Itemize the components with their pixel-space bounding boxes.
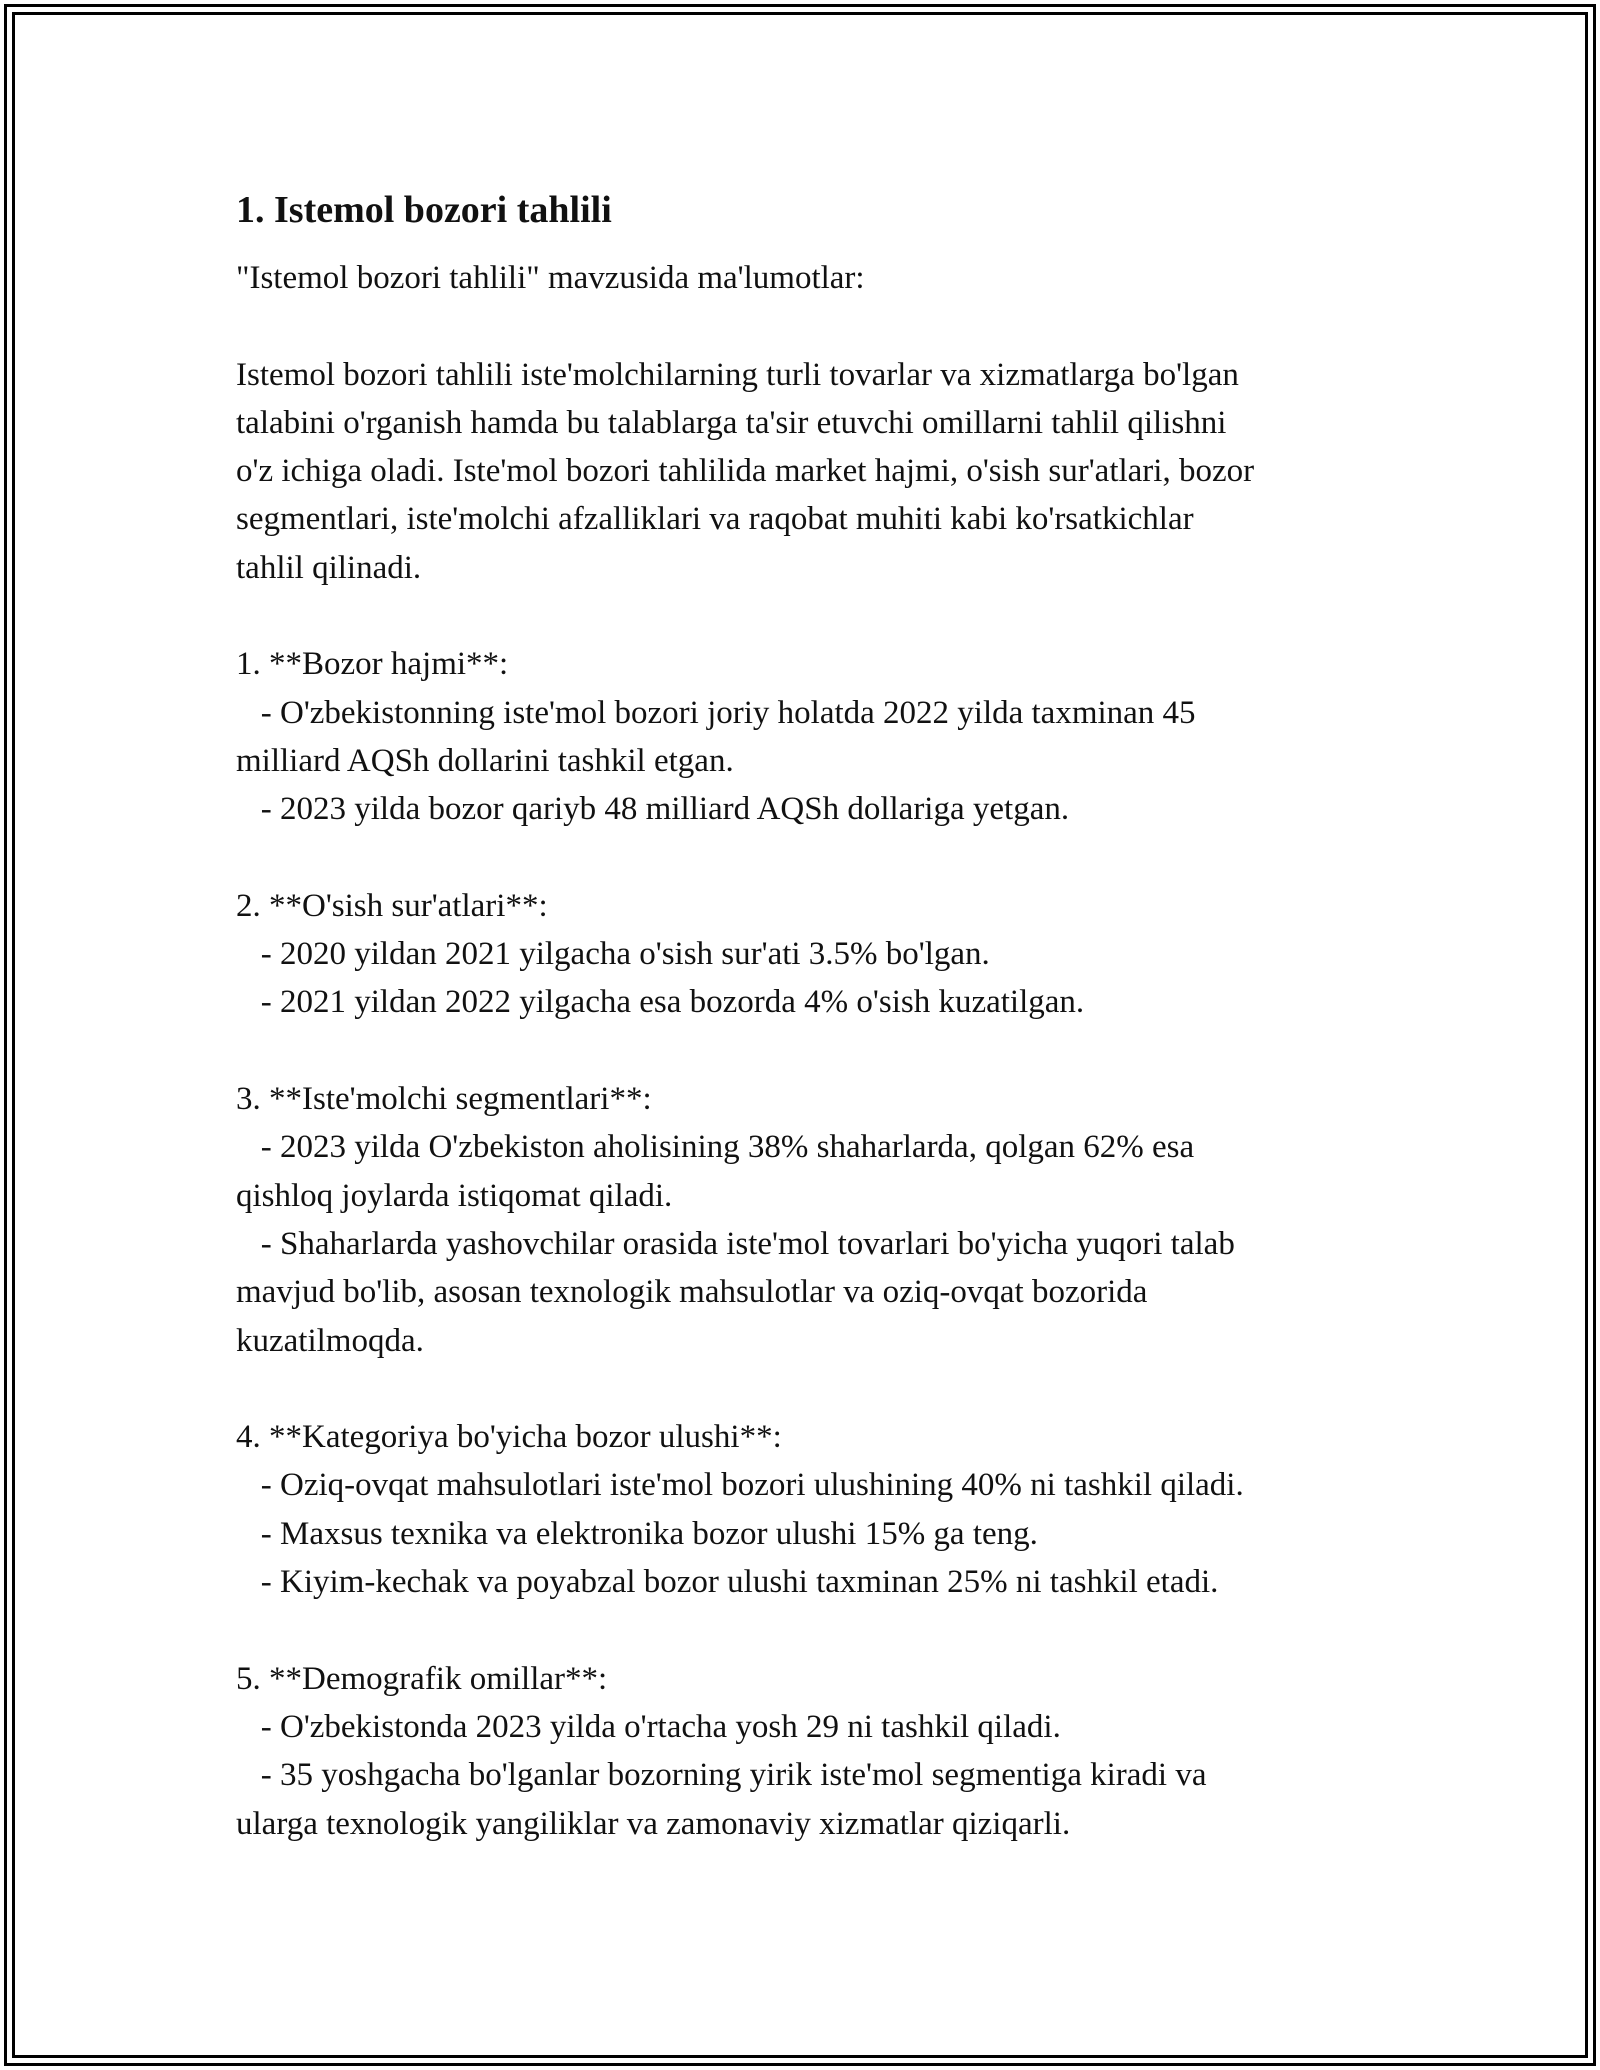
text-line: segmentlari, iste'molchi afzalliklari va raqobat muhiti kabi ko'rsatkichlar <box>236 501 1194 538</box>
blank-line <box>236 1365 1396 1413</box>
text-line: - O'zbekistonning iste'mol bozori joriy holatda 2022 yilda taxminan 45 <box>236 694 1196 731</box>
blank-line <box>236 1027 1396 1075</box>
text-line: 4. **Kategoriya bo'yicha bozor ulushi**: <box>236 1419 782 1456</box>
text-line: - Maxsus texnika va elektronika bozor ulushi 15% ga teng. <box>236 1515 1038 1552</box>
text-line: - Shaharlarda yashovchilar orasida iste'mol tovarlari bo'yicha yuqori talab <box>236 1225 1235 1262</box>
text-line: qishloq joylarda istiqomat qiladi. <box>236 1177 673 1214</box>
blank-line <box>236 834 1396 882</box>
text-line: milliard AQSh dollarini tashkil etgan. <box>236 742 734 779</box>
text-line: - 35 yoshgacha bo'lganlar bozorning yirik iste'mol segmentiga kiradi va <box>236 1757 1207 1794</box>
text-line: - Oziq-ovqat mahsulotlari iste'mol bozori ulushining 40% ni tashkil qiladi. <box>236 1467 1244 1504</box>
text-line: mavjud bo'lib, asosan texnologik mahsulotlar va oziq-ovqat bozorida <box>236 1274 1148 1311</box>
text-line: 1. **Bozor hajmi**: <box>236 646 509 683</box>
text-line: - 2023 yilda bozor qariyb 48 milliard AQSh dollariga yetgan. <box>236 791 1070 828</box>
blank-line <box>236 592 1396 640</box>
text-line: - O'zbekistonda 2023 yilda o'rtacha yosh 29 ni tashkil qiladi. <box>236 1708 1061 1745</box>
document-body <box>236 186 1396 1848</box>
text-line: - 2021 yildan 2022 yilgacha esa bozorda 4% o'sish kuzatilgan. <box>236 984 1085 1021</box>
text-line: - 2023 yilda O'zbekiston aholisining 38% shaharlarda, qolgan 62% esa <box>236 1129 1195 1166</box>
text-line: tahlil qilinadi. <box>236 549 422 586</box>
text-line: - 2020 yildan 2021 yilgacha o'sish sur'ati 3.5% bo'lgan. <box>236 936 990 973</box>
text-line: - Kiyim-kechak va poyabzal bozor ulushi taxminan 25% ni tashkil etadi. <box>236 1564 1219 1601</box>
text-line: ularga texnologik yangiliklar va zamonaviy xizmatlar qiziqarli. <box>236 1805 1071 1842</box>
text-line: kuzatilmoqda. <box>236 1322 424 1359</box>
document-title: 1. Istemol bozori tahlili <box>236 189 612 231</box>
text-line: o'z ichiga oladi. Iste'mol bozori tahlilida market hajmi, o'sish sur'atlari, bozor <box>236 453 1255 490</box>
document-text <box>236 254 1396 1848</box>
text-line: 2. **O'sish sur'atlari**: <box>236 887 548 924</box>
text-line: 3. **Iste'molchi segmentlari**: <box>236 1081 652 1118</box>
text-line: talabini o'rganish hamda bu talablarga ta'sir etuvchi omillarni tahlil qilishni <box>236 404 1227 441</box>
blank-line <box>236 1606 1396 1654</box>
text-line: 5. **Demografik omillar**: <box>236 1660 608 1697</box>
blank-line <box>236 302 1396 350</box>
text-line: "Istemol bozori tahlili" mavzusida ma'lumotlar: <box>236 260 865 296</box>
text-line: Istemol bozori tahlili iste'molchilarning turli tovarlar va xizmatlarga bo'lgan <box>236 356 1239 393</box>
